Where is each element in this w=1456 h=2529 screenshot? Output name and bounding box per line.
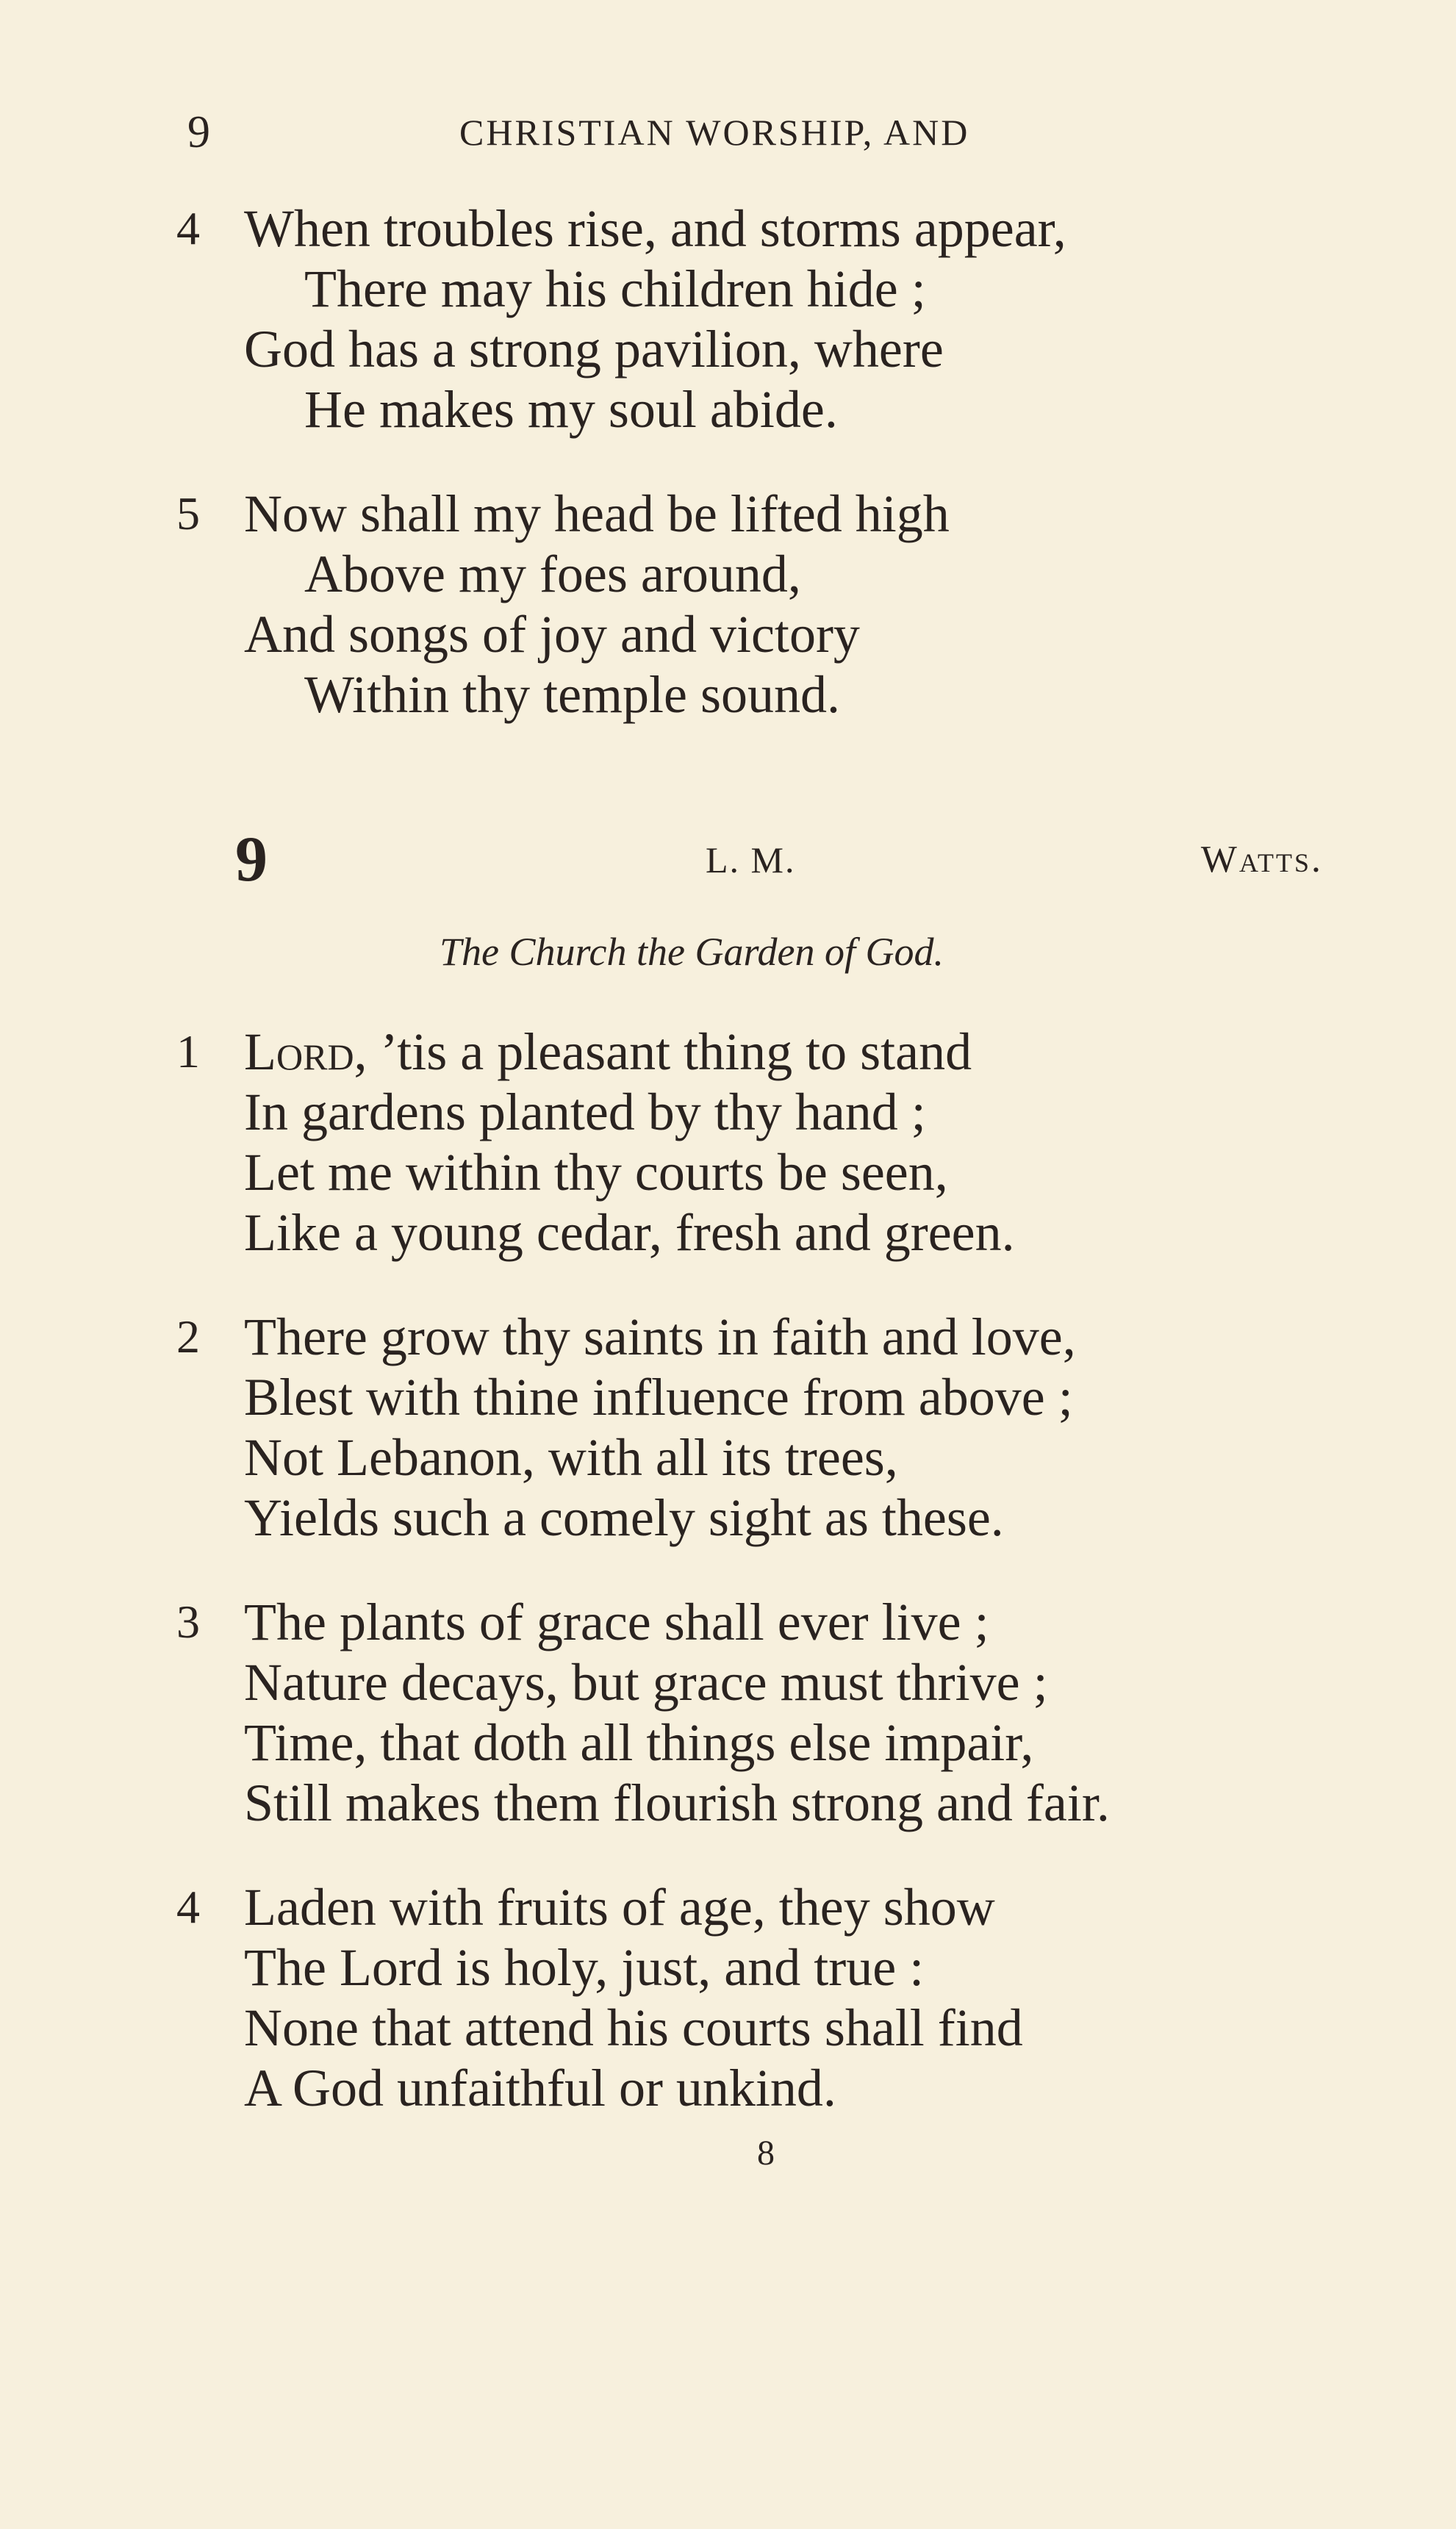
verse-line: Within thy temple sound. [304,665,841,724]
verse-line: Now shall my head be lifted high [244,484,950,543]
verse-line: Blest with thine influence from above ; [244,1368,1073,1427]
hymn-header [235,824,1323,895]
verse-line: And songs of joy and victory [244,605,860,664]
verse-line [244,1022,1015,1082]
stanza-lines [244,1877,1023,2118]
verse-line: In gardens planted by thy hand ; [244,1083,926,1141]
verse-line: Still makes them flourish strong and fair. [244,1773,1110,1832]
running-head [187,103,1290,162]
stanza-number: 3 [176,1596,200,1648]
verse-line: There may his children hide ; [304,259,926,318]
verse-line: A God unfaithful or unkind. [244,2059,836,2117]
verse-line: God has a strong pavilion, where [244,320,944,379]
verse-line: The plants of grace shall ever live ; [244,1593,989,1651]
stanza-lines [244,484,950,725]
page-number: 9 [187,107,210,157]
verse-line: Above my foes around, [304,545,801,603]
verse-line: He makes my soul abide. [304,380,838,439]
verse-line: When troubles rise, and storms appear, [244,199,1066,258]
stanza-lines [244,198,1066,440]
first-line-rest: , ’tis a pleasant thing to stand [354,1022,972,1081]
verse-line: The Lord is holy, just, and true : [244,1938,925,1997]
verse-line: There grow thy saints in faith and love, [244,1307,1076,1366]
verse-line: Nature decays, but grace must thrive ; [244,1653,1048,1712]
verse-line: Yields such a comely sight as these. [244,1488,1004,1547]
stanza-lines [244,1022,1015,1263]
verse-line: Like a young cedar, fresh and green. [244,1203,1015,1262]
stanza-lines [244,1592,1110,1833]
verse-line: Not Lebanon, with all its trees, [244,1428,898,1487]
stanza-number: 4 [176,1881,200,1933]
verse-line: Time, that doth all things else impair, [244,1713,1034,1772]
stanza-number: 2 [176,1310,200,1363]
stanza-number: 4 [176,202,200,254]
hymn-author: Watts. [1200,839,1323,880]
hymn-number: 9 [235,824,268,895]
stanza-number: 5 [176,487,200,539]
verse-line: None that attend his courts shall find [244,1998,1023,2057]
verse-line: Laden with fruits of age, they show [244,1878,995,1937]
hymn-subtitle: The Church the Garden of God. [440,930,944,974]
stanza-number: 1 [176,1025,200,1077]
verse-line: Let me within thy courts be seen, [244,1143,948,1202]
running-title: CHRISTIAN WORSHIP, AND [459,112,970,153]
signature-mark: 8 [757,2134,775,2173]
stanza-lines [244,1307,1076,1548]
hymn-meter: L. M. [706,839,796,880]
first-word: Lord [244,1022,354,1081]
